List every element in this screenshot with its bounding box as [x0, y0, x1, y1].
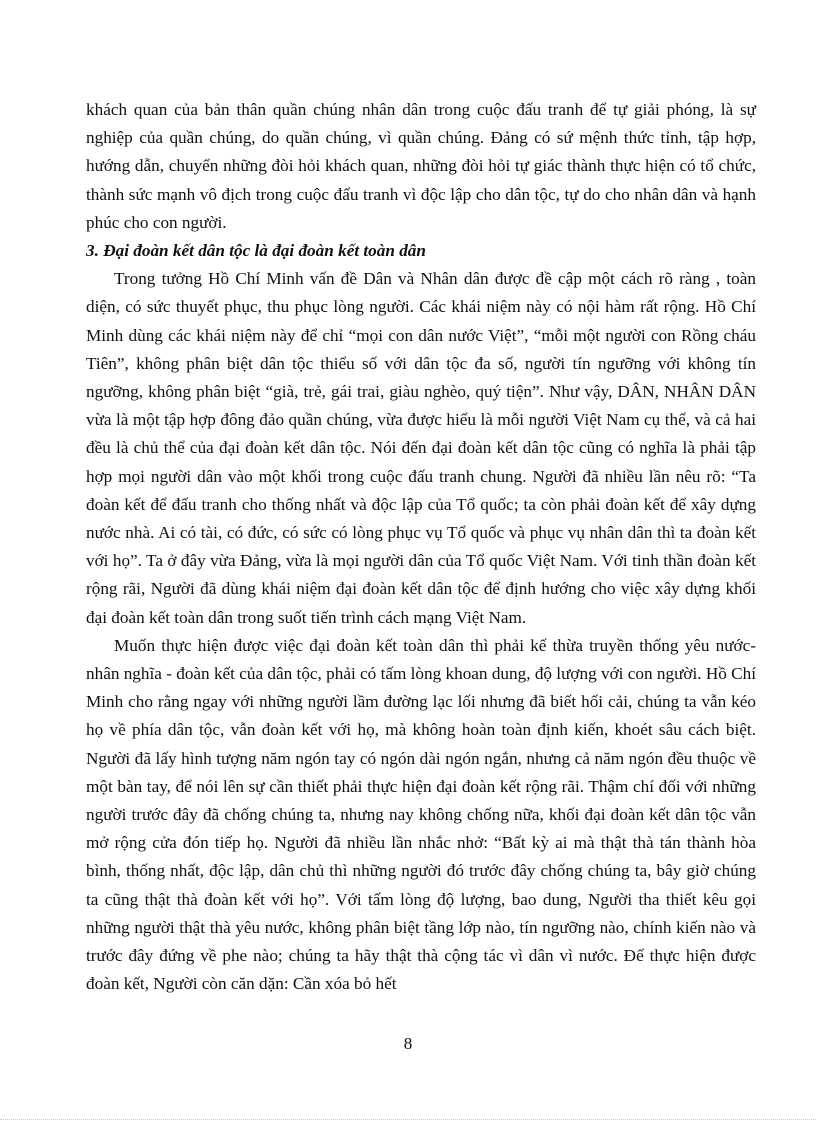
page-number: 8 — [403, 1034, 413, 1053]
page-body — [86, 96, 756, 999]
paragraph: Muốn thực hiện được việc đại đoàn kết toàn dân thì phải kế thừa truyền thống yêu nước-nhân nghĩa - đoàn kết của dân tộc, phải có tấm lòng khoan dung, độ lượng với con người. Hồ Chí Minh cho rằng ngay với những người lầm đường lạc lối nhưng đã biết hối cải, chúng ta vẫn kéo họ về phía dân tộc, vẫn đoàn kết với họ, mà không hoàn toàn định kiến, khoét sâu cách biệt. Người đã lấy hình tượng năm ngón tay có ngón dài ngón ngắn, nhưng cả năm ngón đều thuộc về một bàn tay, để nói lên sự cần thiết phải thực hiện đại đoàn kết rộng rãi. Thậm chí đối với những người trước đây đã chống chúng ta, nhưng nay không chống nữa, khối đại đoàn kết dân tộc vẫn mở rộng cửa đón tiếp họ. Người đã nhiều lần nhắc nhở: “Bất kỳ ai mà thật thà tán thành hòa bình, thống nhất, độc lập, dân chủ thì những người đó trước đây chống chúng ta, bây giờ chúng ta cũng thật thà đoàn kết với họ”. Với tấm lòng độ lượng, bao dung, Người tha thiết kêu gọi những người thật thà yêu nước, không phân biệt tầng lớp nào, tín ngưỡng nào, chính kiến nào và trước đây đứng về phe nào; chúng ta hãy thật thà cộng tác vì dân vì nước. Để thực hiện được đoàn kết, Người còn căn dặn: Cần xóa bỏ hết — [86, 635, 756, 994]
paragraph: Trong tưởng Hồ Chí Minh vấn đề Dân và Nhân dân được đề cập một cách rõ ràng , toàn diện, có sức thuyết phục, thu phục lòng người. Các khái niệm này có nội hàm rất rộng. Hồ Chí Minh dùng các khái niệm này để chỉ “mọi con dân nước Việt”, “mỗi một người con Rồng cháu Tiên”, không phân biệt dân tộc thiểu số với dân tộc đa số, người tín ngưỡng với không tín ngưỡng, không phân biệt “già, trẻ, gái trai, giàu nghèo, quý tiện”. Như vậy, DÂN, NHÂN DÂN vừa là một tập hợp đông đảo quần chúng, vừa được hiểu là mỗi người Việt Nam cụ thể, và cả hai đều là chủ thể của đại đoàn kết dân tộc. Nói đến đại đoàn kết dân tộc cũng có nghĩa là phải tập hợp mọi người dân vào một khối trong cuộc đấu tranh chung. Người đã nhiều lần nêu rõ: “Ta đoàn kết để đấu tranh cho thống nhất và độc lập của Tổ quốc; ta còn phải đoàn kết để xây dựng nước nhà. Ai có tài, có đức, có sức có lòng phục vụ Tổ quốc và phục vụ nhân dân thì ta đoàn kết với họ”. Ta ở đây vừa Đảng, vừa là mọi người dân của Tổ quốc Việt Nam. Với tinh thần đoàn kết rộng rãi, Người đã dùng khái niệm đại đoàn kết dân tộc để định hướng cho việc xây dựng khối đại đoàn kết toàn dân trong suốt tiến trình cách mạng Việt Nam. — [86, 269, 756, 627]
page-bottom-divider — [0, 1119, 816, 1120]
paragraph-continuation: khách quan của bản thân quần chúng nhân dân trong cuộc đấu tranh để tự giải phóng, là sự nghiệp của quần chúng, do quần chúng, vì quần chúng. Đảng có sứ mệnh thức tỉnh, tập hợp, hướng dẫn, chuyển những đòi hỏi khách quan, những đòi hỏi tự giác thành thực hiện có tổ chức, thành sức mạnh vô địch trong cuộc đấu tranh vì độc lập cho dân tộc, tự do cho nhân dân và hạnh phúc cho con người. — [86, 100, 756, 232]
section-heading: 3. Đại đoàn kết dân tộc là đại đoàn kết toàn dân — [86, 241, 426, 261]
